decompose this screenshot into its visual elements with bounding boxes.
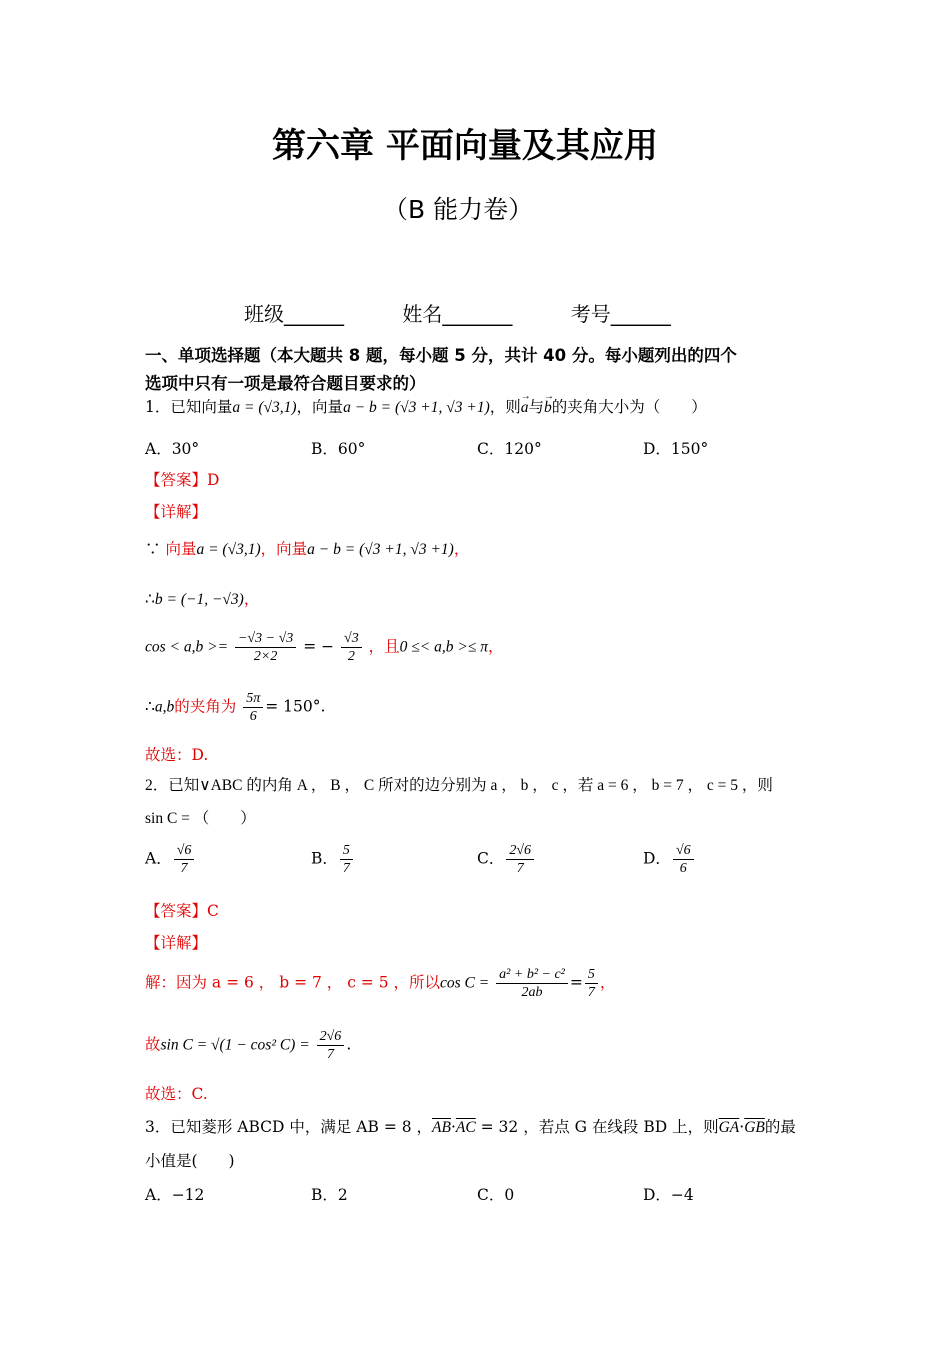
q3-option-a[interactable]: A．−12 xyxy=(145,1186,205,1204)
info-line xyxy=(244,298,671,327)
q2-option-d[interactable]: D． $\frac{√6}{6}$ xyxy=(643,842,696,877)
fraction: $\frac{5\pi}{6}$ xyxy=(243,690,263,725)
fraction: $\frac{\text{a² + b² − c²}}{2ab}$ xyxy=(496,966,568,1001)
class-field[interactable]: 班级______ xyxy=(244,302,344,326)
q2-option-a[interactable]: A． $\frac{√6}{7}$ xyxy=(145,842,196,877)
q2-solution-step2: 故sin C = √(1 − cos² C) = $\frac{2√6}{7}$ . xyxy=(145,1029,352,1062)
q1-solution-step4: ∴a,b的夹角为 $\frac{5\pi}{6}$ = 150°. xyxy=(145,691,326,724)
q1-solution-step1: ∵ 向量a = (√3,1)，向量a − b = (√3 +1, √3 +1)， xyxy=(145,540,470,558)
q2-stem-line2: sin C = （ ） xyxy=(145,810,256,827)
q1-detail-label: 【详解】 xyxy=(145,503,208,521)
q2-detail-label: 【详解】 xyxy=(145,934,208,952)
name-field[interactable]: 姓名_______ xyxy=(402,302,513,326)
q1-option-d[interactable]: D．150° xyxy=(643,440,709,458)
q3-option-b[interactable]: B．2 xyxy=(311,1186,348,1204)
q3-option-d[interactable]: D．−4 xyxy=(643,1186,694,1204)
fraction: $\frac{5}{7}$ xyxy=(585,966,598,1001)
q2-solution-step1: 解：因为 a = 6 ， b = 7 ， c = 5 ，所以cos C = $\frac{\text{a² + b² − c²}}{2ab}$ = $\frac{5}{7}$ ， xyxy=(145,967,616,1000)
q2-answer: 【答案】C xyxy=(145,902,219,920)
q3-stem-line1: 3．已知菱形 ABCD 中，满足 AB = 8 ，$\overline{AB}\cdot\overline{AC} = 32$ ，若点 G 在线段 BD 上，则$\overline{GA}\cdot\overline{GB}$的最 xyxy=(145,1118,796,1136)
q1-solution-step2: ∴b = (−1, −√3)， xyxy=(145,590,260,608)
q2-stem-line1: 2．已知∨ABC 的内角 A ， B ， C 所对的边分别为 a ， b ， c ，若 a = 6 ， b = 7 ， c = 5 ，则 xyxy=(145,777,773,794)
q1-stem: 1．已知向量a = (√3,1)，向量a − b = (√3 +1, √3 +1)，则→ a与→ b的夹角大小为（ ） xyxy=(145,396,707,419)
q3-stem-line2: 小值是( ) xyxy=(145,1152,235,1170)
q1-option-c[interactable]: C．120° xyxy=(477,440,542,458)
q2-option-b[interactable]: B． $\frac{5}{7}$ xyxy=(311,842,355,877)
section-line-2: 选项中只有一项是最符合题目要求的） xyxy=(145,374,426,393)
q1-conclusion: 故选：D. xyxy=(145,746,209,764)
q1-option-a[interactable]: A．30° xyxy=(145,440,200,458)
q1-answer: 【答案】D xyxy=(145,471,220,489)
q1-solution-step3: cos < a,b >= $\frac{-√3 - √3}{2\times 2}$ = − $\frac{√3}{2}$ ，且0 ≤< a,b >≤ π， xyxy=(145,631,504,664)
page-title: 第六章 平面向量及其应用 xyxy=(272,126,658,166)
section-line-1: 一、单项选择题（本大题共 8 题，每小题 5 分，共计 40 分。每小题列出的四个 xyxy=(145,346,737,365)
fraction: $\frac{2√6}{7}$ xyxy=(317,1028,345,1063)
fraction: $\frac{√3}{2}$ xyxy=(341,630,362,665)
page-subtitle: （B 能力卷） xyxy=(383,195,534,224)
fraction: $\frac{-√3 - √3}{2\times 2}$ xyxy=(235,630,296,665)
q1-option-b[interactable]: B．60° xyxy=(311,440,366,458)
q3-option-c[interactable]: C．0 xyxy=(477,1186,515,1204)
number-field[interactable]: 考号______ xyxy=(570,302,671,326)
q2-option-c[interactable]: C． $\frac{2√6}{7}$ xyxy=(477,842,536,877)
section-header xyxy=(145,342,737,394)
q2-conclusion: 故选：C. xyxy=(145,1085,208,1103)
